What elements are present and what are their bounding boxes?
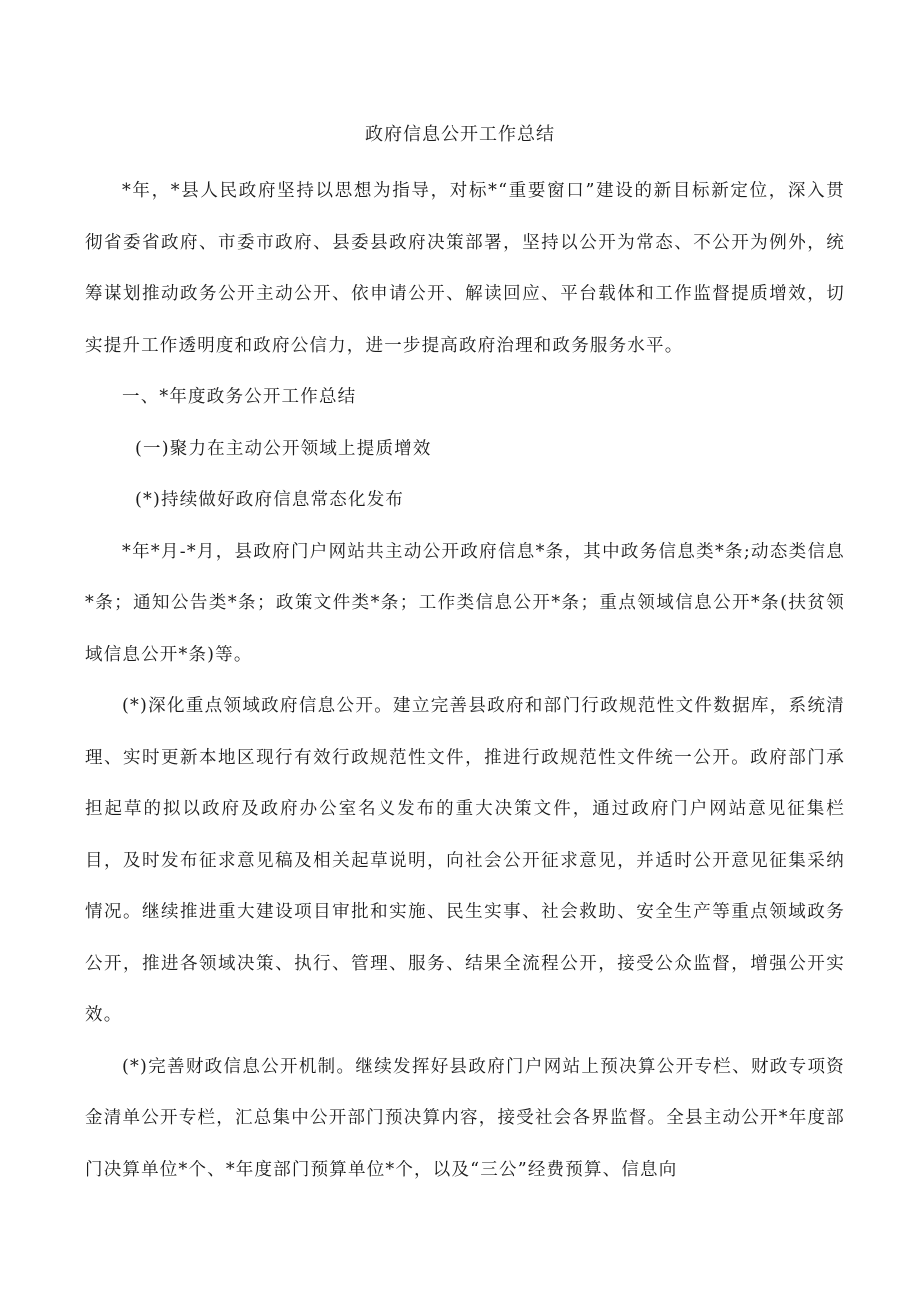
document-title: 政府信息公开工作总结 xyxy=(365,124,555,145)
subsection-heading: (一)聚力在主动公开领域上提质增效 xyxy=(135,438,432,459)
document-body xyxy=(85,166,845,1196)
finance-paragraph: (*)完善财政信息公开机制。继续发挥好县政府门户网站上预决算公开专栏、财政专项资金清单公开专栏，汇总集中公开部门预决算内容，接受社会各界监督。全县主动公开*年度部门决算单位*个、*年度部门预算单位*个，以及“三公”经费预算、信息向 xyxy=(85,1056,845,1180)
intro-paragraph: *年，*县人民政府坚持以思想为指导，对标*“重要窗口”建设的新目标新定位，深入贯彻省委省政府、市委市政府、县委县政府决策部署，坚持以公开为常态、不公开为例外，统筹谋划推动政务公开主动公开、依申请公开、解读回应、平台载体和工作监督提质增效，切实提升工作透明度和政府公信力，进一步提高政府治理和政务服务水平。 xyxy=(85,181,845,356)
statistics-paragraph: *年*月-*月，县政府门户网站共主动公开政府信息*条，其中政务信息类*条;动态类信息*条；通知公告类*条；政策文件类*条；工作类信息公开*条；重点领域信息公开*条(扶贫领域信息公开*条)等。 xyxy=(85,541,845,665)
key-areas-paragraph: (*)深化重点领域政府信息公开。建立完善县政府和部门行政规范性文件数据库，系统清理、实时更新本地区现行有效行政规范性文件，推进行政规范性文件统一公开。政府部门承担起草的拟以政府及政府办公室名义发布的重大决策文件，通过政府门户网站意见征集栏目，及时发布征求意见稿及相关起草说明，向社会公开征求意见，并适时公开意见征集采纳情况。继续推进重大建设项目审批和实施、民生实事、社会救助、安全生产等重点领域政务公开，推进各领域决策、执行、管理、服务、结果全流程公开，接受公众监督，增强公开实效。 xyxy=(85,696,845,1025)
section-heading: 一、*年度政务公开工作总结 xyxy=(122,387,357,407)
item-heading: (*)持续做好政府信息常态化发布 xyxy=(135,490,405,510)
